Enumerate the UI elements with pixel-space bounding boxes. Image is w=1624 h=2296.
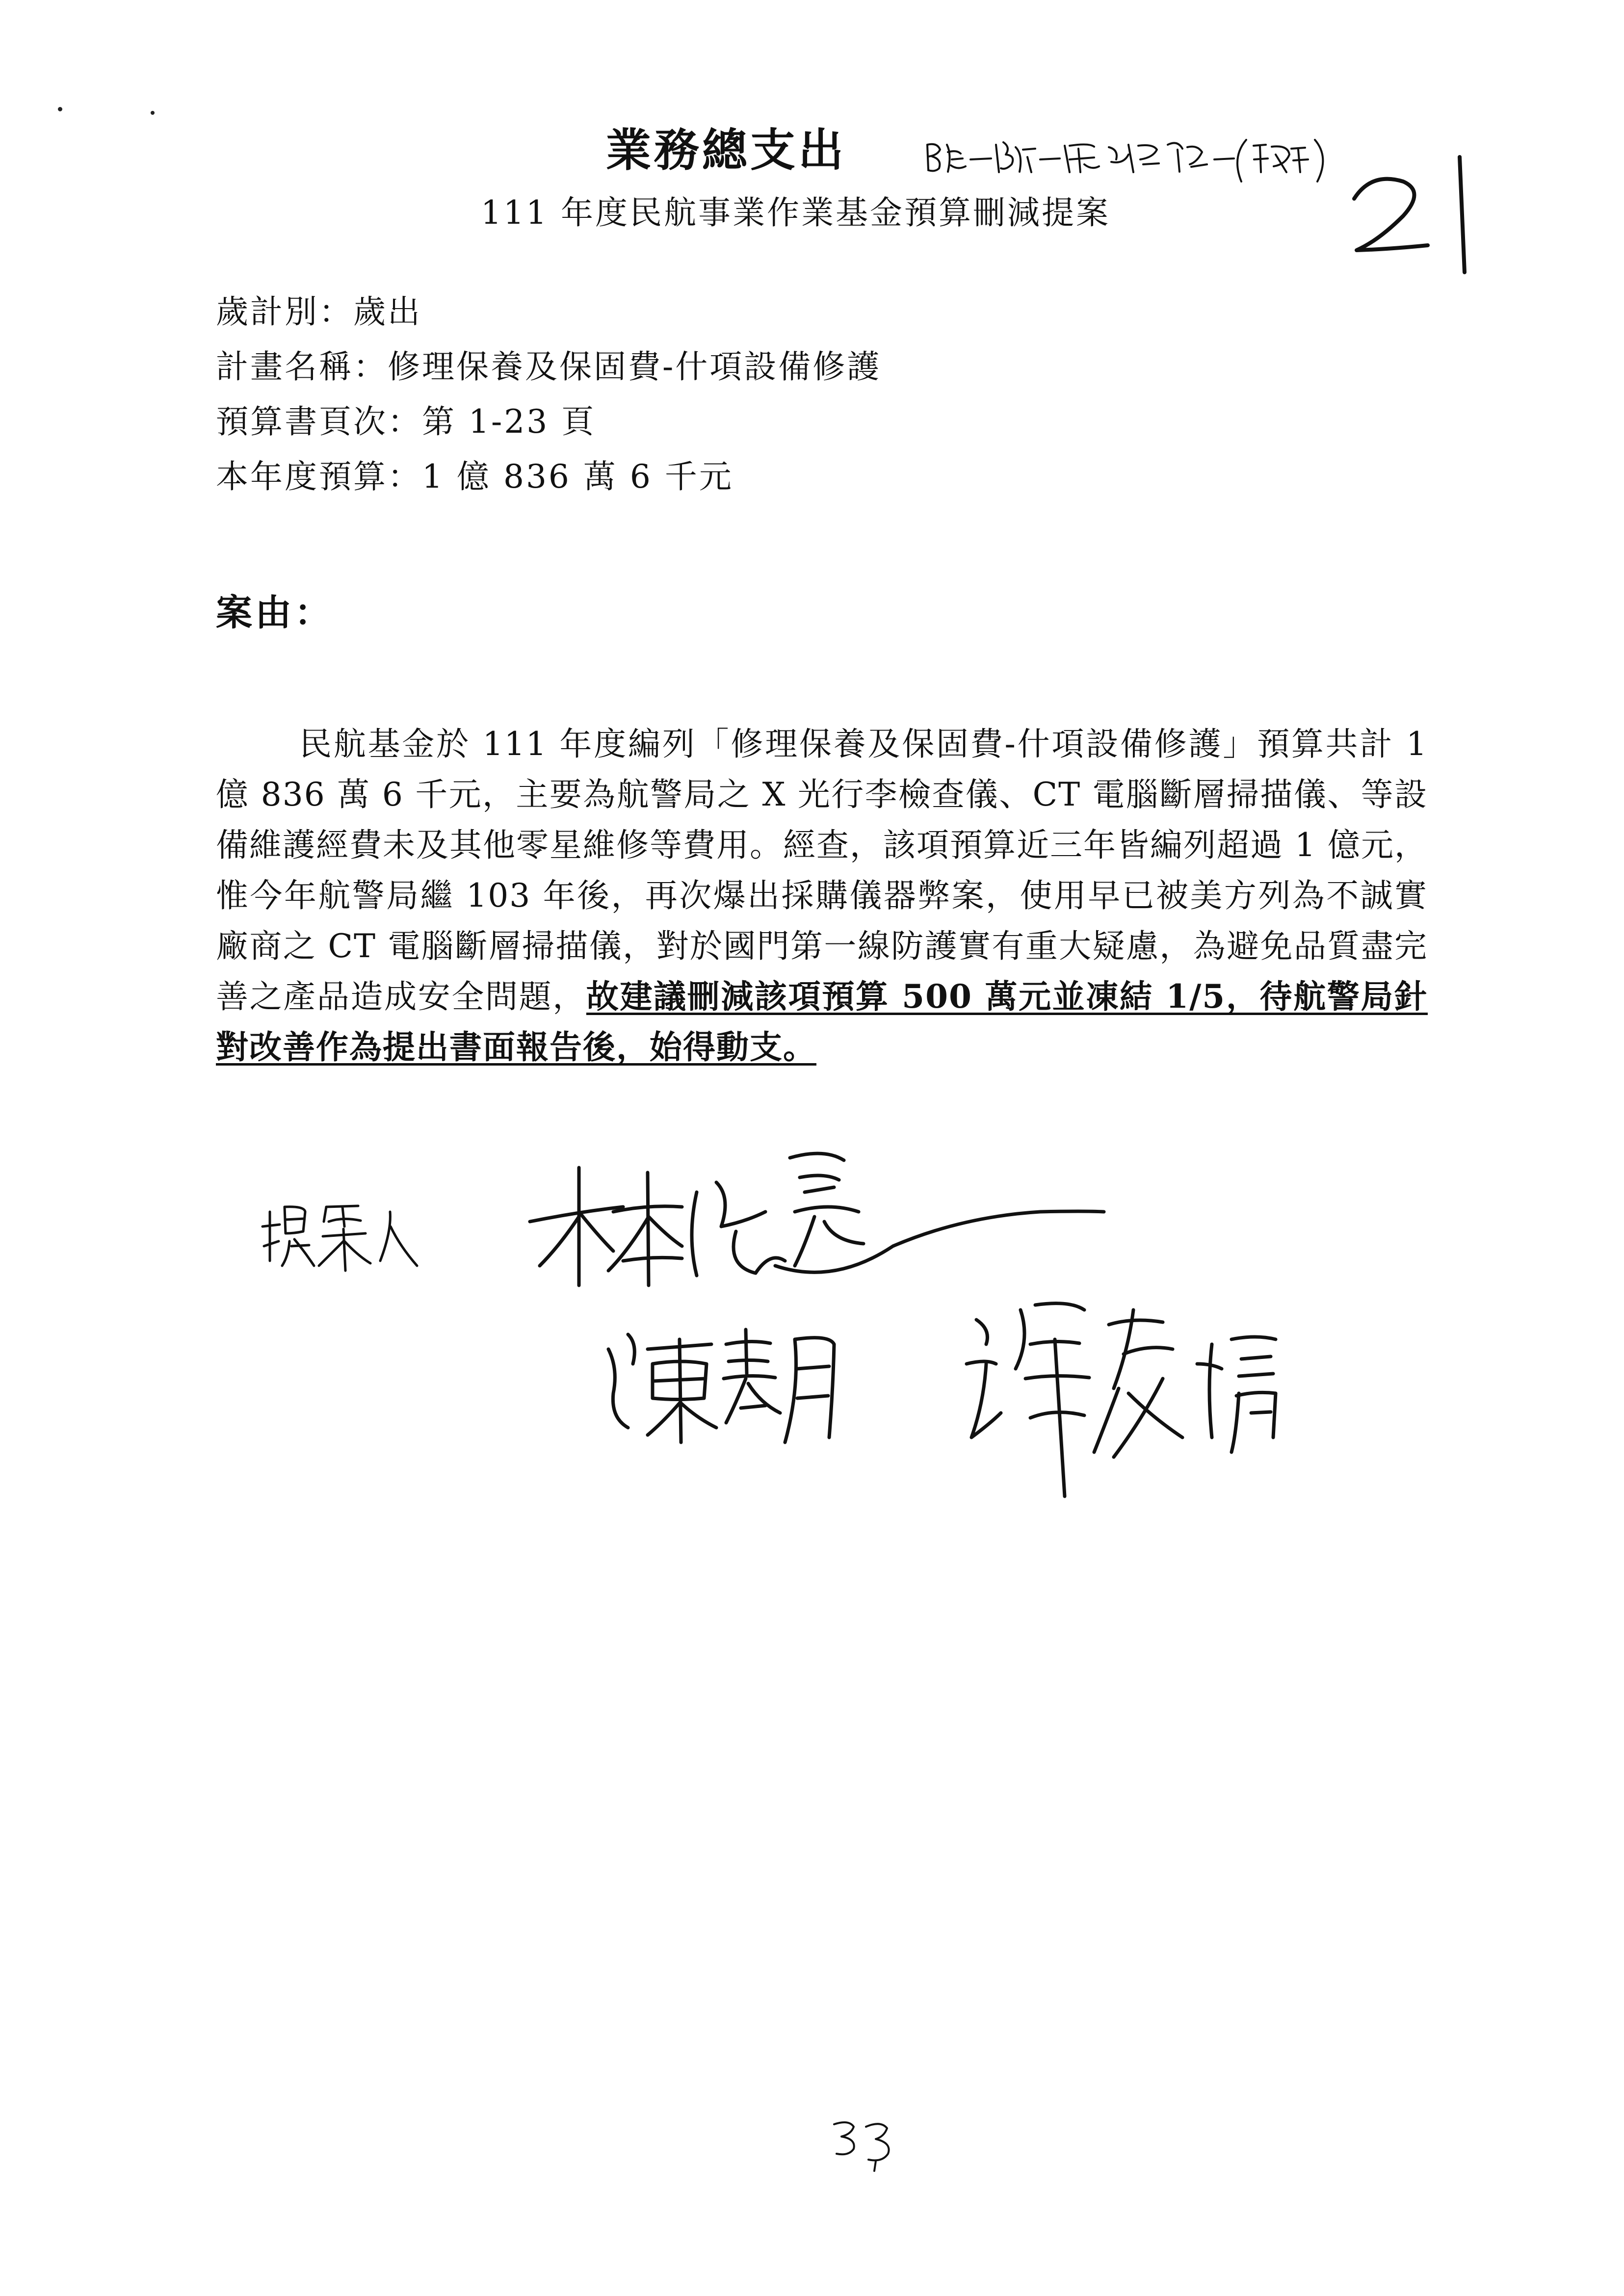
case-paragraph-text: 民航基金於 111 年度編列「修理保養及保固費-什項設備修護」預算共計 1 億 836 萬 6 千元，主要為航警局之 X 光行李檢查儀、CT 電腦斷層掃描儀、等設備維護經費未及其他零星維修等費用。經查，該項預算近三年皆編列超過 1 億元，惟今年航警局繼 103 年後，再次爆出採購儀器弊案，使用早已被美方列為不誠實廠商之 CT 電腦斷層掃描儀，對於國門第一線防護實有重大疑慮，為避免品質盡完善之產品造成安全問題， [216, 725, 1428, 1016]
handwritten-annotation-drawing [922, 125, 1364, 189]
meta-fiscal-category: 歲計別：歲出 [216, 293, 422, 331]
meta-budget-page: 預算書頁次：第 1-23 頁 [216, 403, 596, 441]
proposer-label-drawing [260, 1192, 422, 1276]
signature-1-drawing [520, 1138, 1109, 1300]
document-title: 業務總支出 [606, 124, 847, 177]
handwritten-number [1344, 152, 1492, 280]
meta-annual-budget: 本年度預算：1 億 836 萬 6 千元 [216, 458, 733, 496]
document-subtitle: 111 年度民航事業作業基金預算刪減提案 [481, 194, 1110, 232]
signature-3 [957, 1290, 1330, 1506]
handwritten-annotation [922, 125, 1364, 189]
page-number-drawing [829, 2114, 903, 2173]
case-recommendation: 故建議刪減該項預算 500 萬元並凍結 1/5，待航警局針對改善作為提出書面報告後，始得動支。 [216, 977, 1428, 1066]
signature-3-drawing [957, 1290, 1330, 1506]
case-paragraph [216, 719, 1428, 1072]
meta-plan-name: 計畫名稱：修理保養及保固費-什項設備修護 [216, 348, 882, 386]
case-heading: 案由： [216, 592, 334, 634]
signature-2 [599, 1315, 854, 1452]
signature-2-drawing [599, 1315, 854, 1452]
proposer-label [260, 1192, 422, 1276]
handwritten-number-drawing [1344, 152, 1492, 280]
signature-1 [520, 1138, 1109, 1300]
page-number [829, 2114, 903, 2173]
budget-meta [216, 285, 881, 504]
